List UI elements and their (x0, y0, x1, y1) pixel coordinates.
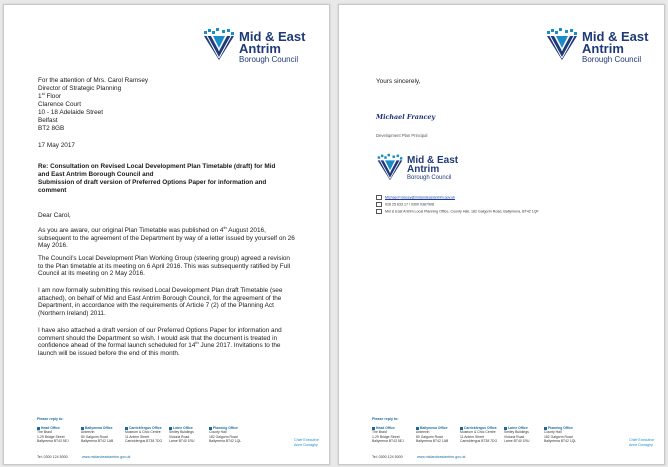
letter-page-2 (338, 4, 665, 465)
logo-line2: Antrim (582, 41, 624, 56)
footer-chief-executive: Chief Executive Anne Donaghy (629, 438, 654, 447)
paragraph-3: I am now formally submitting this revised Local Development Plan draft Timetable (see attached), on behalf of Mid and East Antrim Borough Council, for the agreement of the Department, in accordance with the requirements of Article 7 (2) of the Planning Act (Northern Ireland) 2011. (38, 287, 283, 318)
address-line: Director of Strategic Planning (38, 85, 122, 92)
signatory-title: Development Plan Principal (376, 133, 428, 138)
signature: Michael Francey (376, 113, 436, 121)
council-logo (545, 27, 665, 67)
contact-address-row (376, 209, 539, 214)
footer-telephone: Tel: 0300 124 5000 (37, 455, 68, 459)
council-crest-icon (545, 27, 579, 61)
phone-number: 028 25 633 17 / 0300 0387908 (385, 202, 434, 207)
logo-line1: Mid & East (239, 29, 306, 44)
address-line: 1st Floor (38, 90, 62, 100)
address-line: Belfast (38, 117, 58, 124)
council-crest-icon (202, 27, 236, 61)
subject-line: and East Antrim Borough Council and (38, 171, 154, 178)
logo-line3: Borough Council (582, 55, 642, 64)
address-line: Clarence Court (38, 101, 81, 108)
footer-website-link[interactable]: www.midandeastantrim.gov.uk (82, 455, 131, 459)
footer-office: Ballymena Office Ardeevin 80 Galgorm Road Ballymena BT42 1AB (81, 426, 114, 444)
footer-office: Head Office The Braid 1-29 Bridge Street Ballymena BT43 5EJ (372, 426, 404, 444)
location-icon (376, 209, 382, 214)
address-line: For the attention of Mrs. Carol Ramsey (38, 77, 149, 84)
contact-email-row (376, 195, 455, 200)
letter-footer (339, 417, 664, 462)
paragraph-2: The Council’s Local Development Plan Working Group (steering group) agreed a revision to the Plan timetable at its meeting on 6 April 2016. This was subsequently ratified by Full Council at its meeting on 2 May 2016. (38, 255, 291, 278)
contact-phone-row (376, 202, 434, 207)
footer-office: Larne Office Smiley Buildings Victoria Road Larne BT40 1RU (169, 426, 195, 444)
footer-website-link[interactable]: www.midandeastantrim.gov.uk (417, 455, 466, 459)
paragraph-4: I have also attached a draft version of our Preferred Options Paper for information and comment should the Department so wish. I would ask that the document is treated in confidence ahead of the formal launch scheduled for 14th June 2017. Invitations to the launch will be issued before the end of this month. (38, 327, 282, 358)
letter-date: 17 May 2017 (38, 142, 75, 149)
subject-line: Submission of draft version of Preferred Options Paper for information and (38, 179, 267, 186)
logo-line3: Borough Council (239, 55, 299, 64)
logo-line2: Antrim (407, 164, 440, 175)
paragraph-1: As you are aware, our original Plan Timetable was published on 4th August 2016, subsequent to the agreement of the Department by way of a letter issued by yourself on 26 May 2016. (38, 224, 295, 250)
closing: Yours sincerely, (376, 78, 421, 85)
logo-line1: Mid & East (407, 155, 459, 166)
footer-office: Carrickfergus Office Museum & Civic Centre 11 Antrim Street Carrickfergus BT38 7DG (460, 426, 498, 444)
footer-reply-label: Please reply to: (372, 417, 399, 421)
logo-line3: Borough Council (407, 175, 452, 181)
footer-office: Carrickfergus Office Museum & Civic Centre 11 Antrim Street Carrickfergus BT38 7DG (125, 426, 163, 444)
footer-office: Ballymena Office Ardeevin 80 Galgorm Road Ballymena BT42 1AB (416, 426, 449, 444)
subject-line: comment (38, 187, 67, 194)
email-link[interactable]: Michael.Francey@midandeastantrim.gov.uk (385, 195, 455, 200)
address-line: BT2 8GB (38, 125, 65, 132)
footer-office: Planning Office County Hall 182 Galgorm Road Ballymena BT42 1QL (544, 426, 577, 444)
logo-line1: Mid & East (582, 29, 649, 44)
phone-icon (376, 202, 382, 207)
address-line: 10 - 18 Adelaide Street (38, 109, 104, 116)
subject-line: Re: Consultation on Revised Local Development Plan Timetable (draft) for Mid (38, 163, 276, 170)
council-logo (202, 27, 322, 67)
council-crest-icon (376, 153, 404, 181)
footer-chief-executive: Chief Executive Anne Donaghy (294, 438, 319, 447)
letter-page-1 (3, 4, 330, 465)
salutation: Dear Carol, (38, 212, 71, 219)
footer-reply-label: Please reply to: (37, 417, 64, 421)
envelope-icon (376, 195, 382, 200)
footer-office: Planning Office County Hall 182 Galgorm Road Ballymena BT42 1QL (209, 426, 242, 444)
council-logo-small (376, 153, 462, 185)
footer-office: Head Office The Braid 1-29 Bridge Street Ballymena BT43 5EJ (37, 426, 69, 444)
letter-footer (4, 417, 329, 462)
logo-line2: Antrim (239, 41, 281, 56)
footer-office: Larne Office Smiley Buildings Victoria Road Larne BT40 1RU (504, 426, 530, 444)
footer-telephone: Tel: 0300 124 5000 (372, 455, 403, 459)
office-address: Mid & East Antrim Local Planning Office, County Hall, 182 Galgorm Road, Ballymena, BT42 1QF (385, 209, 539, 214)
